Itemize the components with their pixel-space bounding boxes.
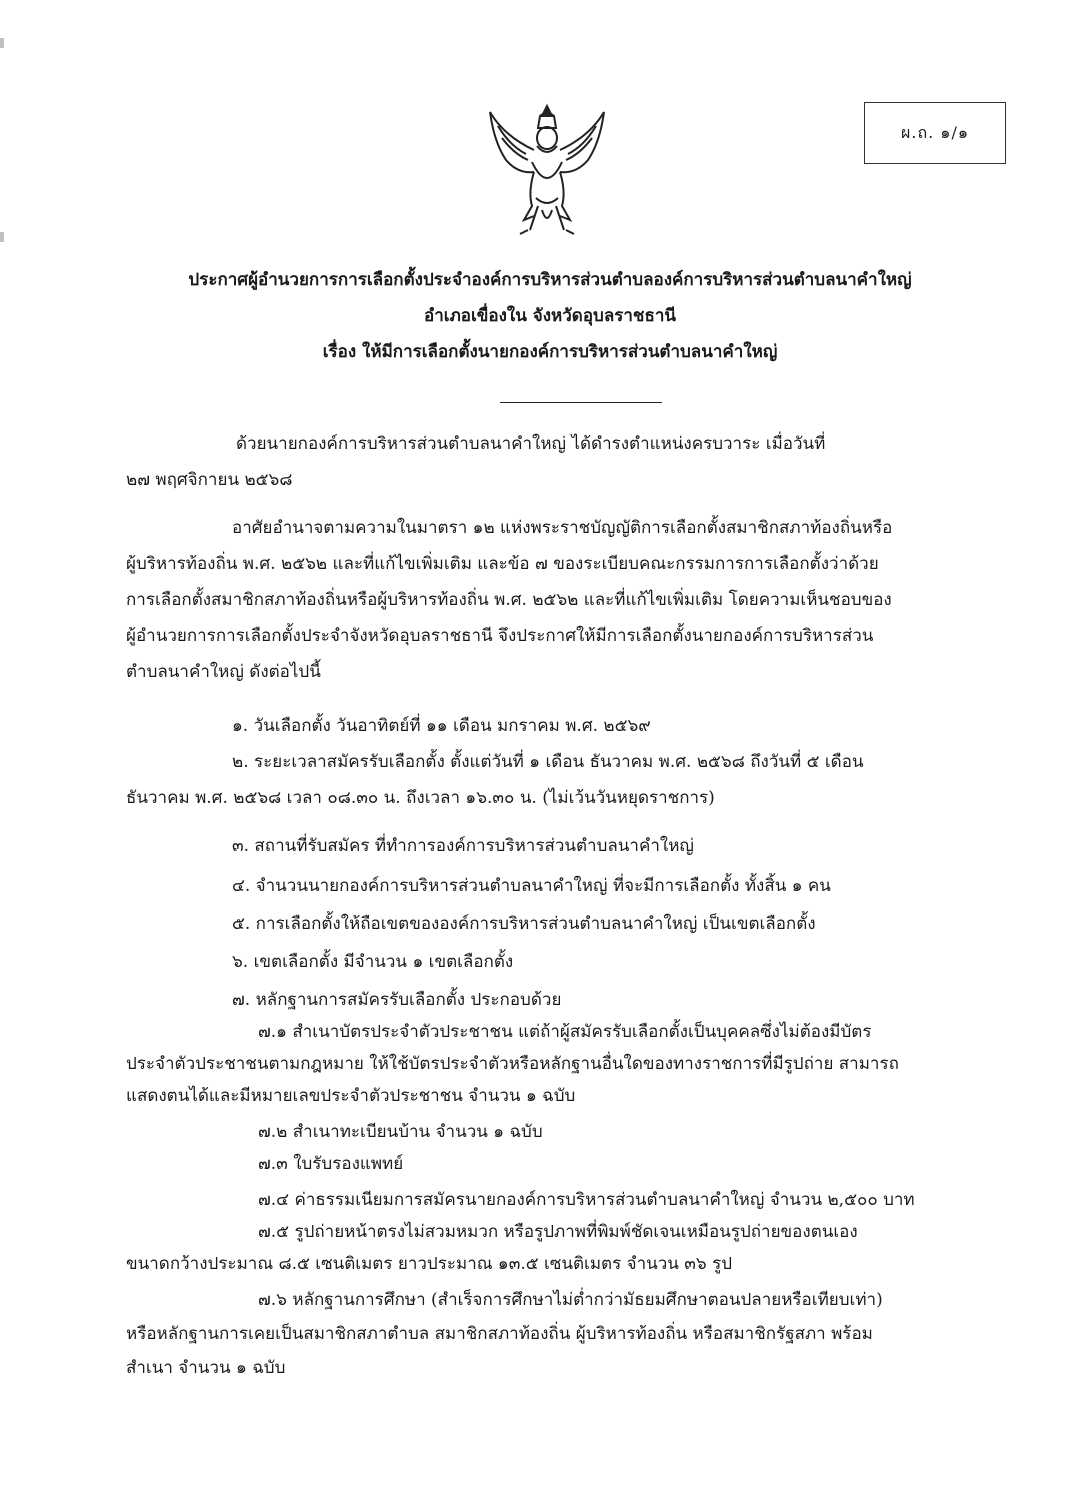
item-5: ๕. การเลือกตั้งให้ถือเขตขององค์การบริหารส่วนตำบลนาคำใหญ่ เป็นเขตเลือกตั้ง (232, 914, 816, 934)
paragraph-2-line-5: ตำบลนาคำใหญ่ ดังต่อไปนี้ (126, 662, 321, 682)
heading-line-3: เรื่อง ให้มีการเลือกตั้งนายกองค์การบริหารส่วนตำบลนาคำใหญ่ (322, 342, 778, 362)
subitem-7-5-line-2: ขนาดกว้างประมาณ ๘.๕ เซนติเมตร ยาวประมาณ ๑๓.๕ เซนติเมตร จำนวน ๓๖ รูป (126, 1254, 733, 1274)
item-2-line-2: ธันวาคม พ.ศ. ๒๕๖๘ เวลา ๐๘.๓๐ น. ถึงเวลา ๑๖.๓๐ น. (ไม่เว้นวันหยุดราชการ) (126, 788, 715, 808)
paragraph-2-line-4: ผู้อำนวยการการเลือกตั้งประจำจังหวัดอุบลราชธานี จึงประกาศให้มีการเลือกตั้งนายกองค์การบริหารส่วน (126, 626, 874, 646)
subitem-7-6-line-2: หรือหลักฐานการเคยเป็นสมาชิกสภาตำบล สมาชิกสภาท้องถิ่น ผู้บริหารท้องถิ่น หรือสมาชิกรัฐสภา พร้อม (126, 1324, 873, 1344)
item-3: ๓. สถานที่รับสมัคร ที่ทำการองค์การบริหารส่วนตำบลนาคำใหญ่ (232, 836, 694, 856)
subitem-7-1-line-2: ประจำตัวประชาชนตามกฎหมาย ให้ใช้บัตรประจำตัวหรือหลักฐานอื่นใดของทางราชการที่มีรูปถ่าย สามารถ (126, 1054, 899, 1074)
subitem-7-2: ๗.๒ สำเนาทะเบียนบ้าน จำนวน ๑ ฉบับ (258, 1122, 543, 1142)
paragraph-1-line-1: ด้วยนายกองค์การบริหารส่วนตำบลนาคำใหญ่ ได้ดำรงตำแหน่งครบวาระ เมื่อวันที่ (236, 434, 826, 454)
paragraph-2-line-2: ผู้บริหารท้องถิ่น พ.ศ. ๒๕๖๒ และที่แก้ไขเพิ่มเติม และข้อ ๗ ของระเบียบคณะกรรมการการเลือกตั้งว่าด้วย (126, 554, 879, 574)
item-2-line-1: ๒. ระยะเวลาสมัครรับเลือกตั้ง ตั้งแต่วันที่ ๑ เดือน ธันวาคม พ.ศ. ๒๕๖๘ ถึงวันที่ ๕ เดือน (232, 752, 864, 772)
paragraph-2-line-3: การเลือกตั้งสมาชิกสภาท้องถิ่นหรือผู้บริหารท้องถิ่น พ.ศ. ๒๕๖๒ และที่แก้ไขเพิ่มเติม โดยความเห็นชอบของ (126, 590, 892, 610)
form-code-box (864, 102, 1006, 164)
subitem-7-6-line-1: ๗.๖ หลักฐานการศึกษา (สำเร็จการศึกษาไม่ต่ำกว่ามัธยมศึกษาตอนปลายหรือเทียบเท่า) (258, 1290, 883, 1310)
item-6: ๖. เขตเลือกตั้ง มีจำนวน ๑ เขตเลือกตั้ง (232, 952, 514, 972)
scan-edge-mark (0, 38, 4, 48)
subitem-7-1-line-1: ๗.๑ สำเนาบัตรประจำตัวประชาชน แต่ถ้าผู้สมัครรับเลือกตั้งเป็นบุคคลซึ่งไม่ต้องมีบัตร (258, 1022, 872, 1042)
heading-line-1: ประกาศผู้อำนวยการการเลือกตั้งประจำองค์การบริหารส่วนตำบลองค์การบริหารส่วนตำบลนาคำใหญ่ (188, 270, 912, 290)
scan-edge-mark (0, 232, 4, 242)
heading-line-2: อำเภอเขื่องใน จังหวัดอุบลราชธานี (424, 306, 676, 326)
paragraph-1-line-2: ๒๗ พฤศจิกายน ๒๕๖๘ (126, 470, 293, 490)
garuda-emblem-icon (484, 102, 610, 236)
item-1: ๑. วันเลือกตั้ง วันอาทิตย์ที่ ๑๑ เดือน มกราคม พ.ศ. ๒๕๖๙ (232, 716, 651, 736)
subitem-7-1-line-3: แสดงตนได้และมีหมายเลขประจำตัวประชาชน จำนวน ๑ ฉบับ (126, 1086, 576, 1106)
item-4: ๔. จำนวนนายกองค์การบริหารส่วนตำบลนาคำใหญ่ ที่จะมีการเลือกตั้ง ทั้งสิ้น ๑ คน (232, 876, 831, 896)
subitem-7-3: ๗.๓ ใบรับรองแพทย์ (258, 1154, 404, 1174)
subitem-7-6-line-3: สำเนา จำนวน ๑ ฉบับ (126, 1358, 286, 1378)
subitem-7-4: ๗.๔ ค่าธรรมเนียมการสมัครนายกองค์การบริหารส่วนตำบลนาคำใหญ่ จำนวน ๒,๕๐๐ บาท (258, 1190, 915, 1210)
heading-divider (500, 402, 662, 403)
item-7: ๗. หลักฐานการสมัครรับเลือกตั้ง ประกอบด้วย (232, 990, 562, 1010)
paragraph-2-line-1: อาศัยอำนาจตามความในมาตรา ๑๒ แห่งพระราชบัญญัติการเลือกตั้งสมาชิกสภาท้องถิ่นหรือ (232, 518, 893, 538)
form-code: ผ.ถ. ๑/๑ (900, 122, 970, 142)
subitem-7-5-line-1: ๗.๕ รูปถ่ายหน้าตรงไม่สวมหมวก หรือรูปภาพที่พิมพ์ชัดเจนเหมือนรูปถ่ายของตนเอง (258, 1222, 858, 1242)
